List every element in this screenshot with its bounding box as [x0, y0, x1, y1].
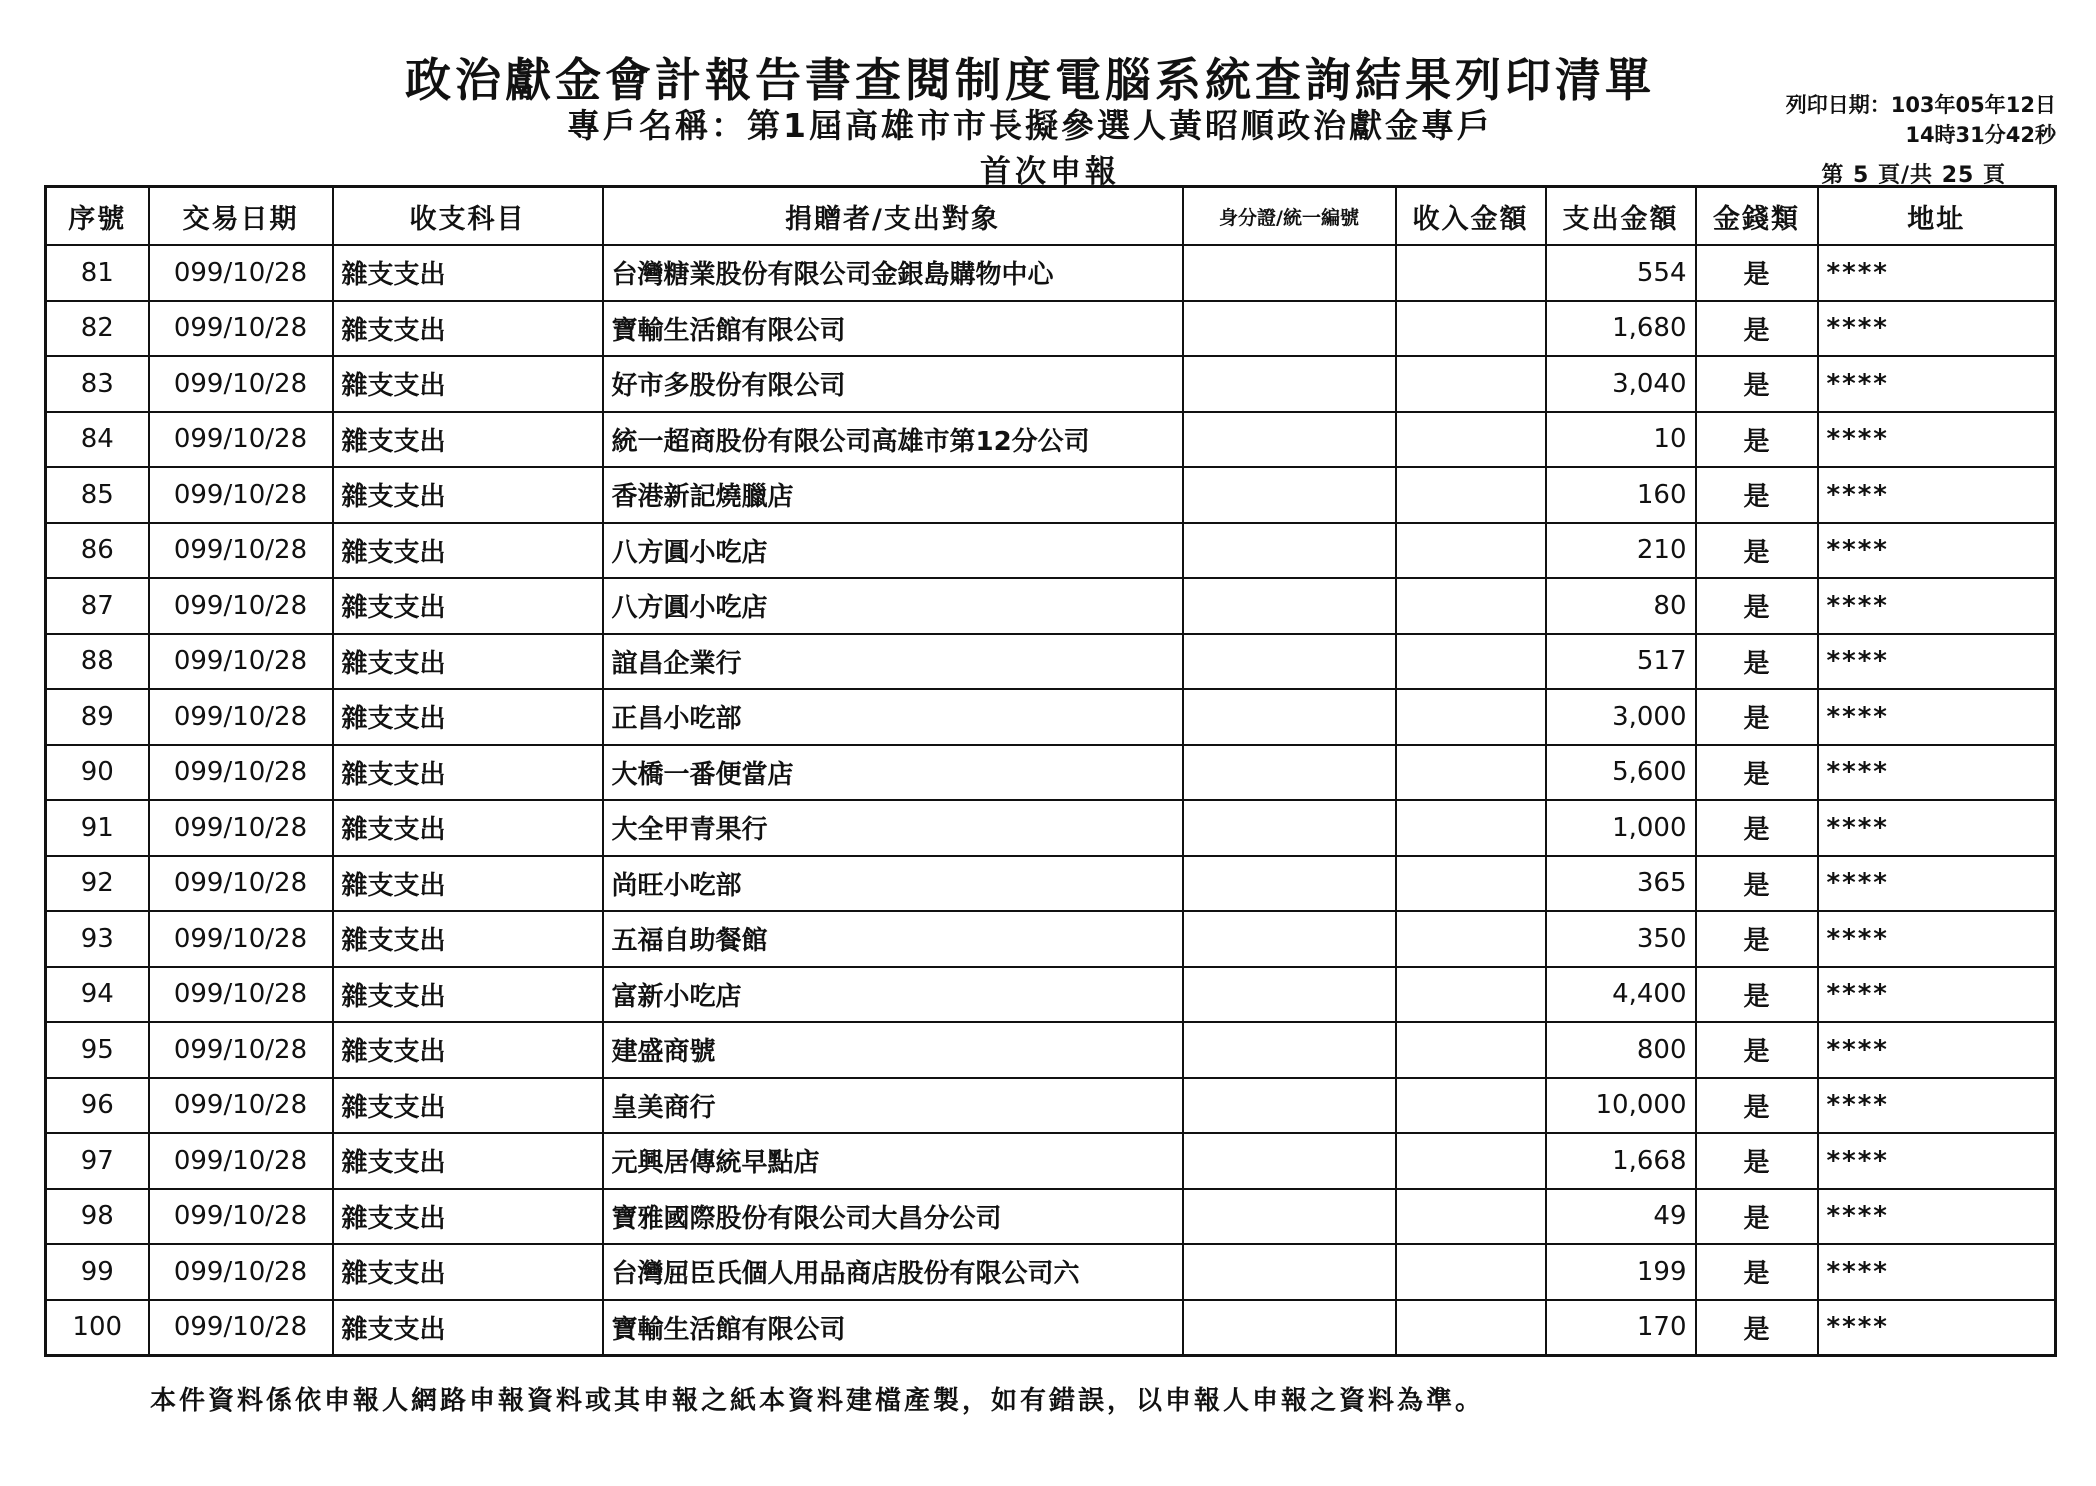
- cell-cash: 是: [1696, 578, 1818, 634]
- cell-seq: 91: [46, 800, 149, 856]
- document-title: 政治獻金會計報告書查閱制度電腦系統查詢結果列印清單: [405, 53, 1655, 107]
- cell-payee: 富新小吃店: [603, 967, 1183, 1023]
- cell-cash: 是: [1696, 523, 1818, 579]
- cell-subject: 雜支支出: [333, 1078, 603, 1134]
- cell-payee: 統一超商股份有限公司高雄市第12分公司: [603, 412, 1183, 468]
- cell-income: [1396, 634, 1546, 690]
- cell-cash: 是: [1696, 856, 1818, 912]
- cell-cash: 是: [1696, 1244, 1818, 1300]
- cell-subject: 雜支支出: [333, 745, 603, 801]
- cell-income: [1396, 967, 1546, 1023]
- print-date: 列印日期：103年05年12日: [1785, 93, 2056, 117]
- cell-seq: 99: [46, 1244, 149, 1300]
- cell-date: 099/10/28: [149, 467, 333, 523]
- cell-date: 099/10/28: [149, 1300, 333, 1356]
- cell-cash: 是: [1696, 1133, 1818, 1189]
- cell-address: ****: [1818, 1189, 2056, 1245]
- cell-cash: 是: [1696, 301, 1818, 357]
- cell-expense: 350: [1546, 911, 1696, 967]
- cell-cash: 是: [1696, 967, 1818, 1023]
- cell-date: 099/10/28: [149, 800, 333, 856]
- cell-payee: 元興居傳統早點店: [603, 1133, 1183, 1189]
- cell-date: 099/10/28: [149, 356, 333, 412]
- cell-address: ****: [1818, 967, 2056, 1023]
- cell-cash: 是: [1696, 800, 1818, 856]
- col-header-payee: 捐贈者/支出對象: [603, 187, 1183, 246]
- cell-id: [1183, 301, 1396, 357]
- cell-expense: 49: [1546, 1189, 1696, 1245]
- cell-seq: 97: [46, 1133, 149, 1189]
- cell-expense: 3,040: [1546, 356, 1696, 412]
- cell-subject: 雜支支出: [333, 1133, 603, 1189]
- cell-address: ****: [1818, 1133, 2056, 1189]
- cell-expense: 10,000: [1546, 1078, 1696, 1134]
- cell-address: ****: [1818, 412, 2056, 468]
- cell-payee: 台灣屈臣氏個人用品商店股份有限公司六: [603, 1244, 1183, 1300]
- table-row: [46, 800, 2056, 856]
- cell-payee: 八方圓小吃店: [603, 578, 1183, 634]
- cell-date: 099/10/28: [149, 745, 333, 801]
- cell-seq: 86: [46, 523, 149, 579]
- cell-expense: 5,600: [1546, 745, 1696, 801]
- cell-subject: 雜支支出: [333, 301, 603, 357]
- cell-income: [1396, 1300, 1546, 1356]
- cell-expense: 170: [1546, 1300, 1696, 1356]
- table-row: [46, 689, 2056, 745]
- cell-payee: 五福自助餐館: [603, 911, 1183, 967]
- cell-income: [1396, 301, 1546, 357]
- cell-address: ****: [1818, 745, 2056, 801]
- cell-payee: 好市多股份有限公司: [603, 356, 1183, 412]
- cell-date: 099/10/28: [149, 578, 333, 634]
- cell-cash: 是: [1696, 634, 1818, 690]
- cell-seq: 89: [46, 689, 149, 745]
- cell-income: [1396, 523, 1546, 579]
- cell-cash: 是: [1696, 745, 1818, 801]
- cell-id: [1183, 967, 1396, 1023]
- cell-income: [1396, 689, 1546, 745]
- cell-cash: 是: [1696, 1189, 1818, 1245]
- col-header-expense: 支出金額: [1546, 187, 1696, 246]
- cell-id: [1183, 1022, 1396, 1078]
- cell-address: ****: [1818, 301, 2056, 357]
- cell-income: [1396, 1244, 1546, 1300]
- cell-expense: 199: [1546, 1244, 1696, 1300]
- cell-cash: 是: [1696, 689, 1818, 745]
- table-row: [46, 356, 2056, 412]
- table-row: [46, 967, 2056, 1023]
- cell-date: 099/10/28: [149, 1189, 333, 1245]
- cell-date: 099/10/28: [149, 911, 333, 967]
- col-header-income: 收入金額: [1396, 187, 1546, 246]
- cell-id: [1183, 911, 1396, 967]
- col-header-id: 身分證/統一編號: [1183, 187, 1396, 246]
- cell-subject: 雜支支出: [333, 1300, 603, 1356]
- table-row: [46, 1300, 2056, 1356]
- table-row: [46, 523, 2056, 579]
- page-indicator: 第 5 頁/共 25 頁: [1821, 163, 2006, 188]
- cell-date: 099/10/28: [149, 301, 333, 357]
- table-row: [46, 1078, 2056, 1134]
- cell-id: [1183, 412, 1396, 468]
- cell-payee: 正昌小吃部: [603, 689, 1183, 745]
- cell-address: ****: [1818, 800, 2056, 856]
- cell-income: [1396, 356, 1546, 412]
- cell-cash: 是: [1696, 1022, 1818, 1078]
- cell-date: 099/10/28: [149, 1022, 333, 1078]
- cell-expense: 517: [1546, 634, 1696, 690]
- cell-payee: 尚旺小吃部: [603, 856, 1183, 912]
- table-row: [46, 467, 2056, 523]
- print-time: 14時31分42秒: [1905, 123, 2056, 147]
- cell-subject: 雜支支出: [333, 1189, 603, 1245]
- cell-expense: 1,000: [1546, 800, 1696, 856]
- cell-seq: 87: [46, 578, 149, 634]
- cell-id: [1183, 523, 1396, 579]
- cell-payee: 寶輸生活館有限公司: [603, 301, 1183, 357]
- cell-income: [1396, 1133, 1546, 1189]
- cell-seq: 85: [46, 467, 149, 523]
- cell-income: [1396, 578, 1546, 634]
- cell-seq: 83: [46, 356, 149, 412]
- cell-income: [1396, 1078, 1546, 1134]
- cell-expense: 554: [1546, 245, 1696, 301]
- cell-seq: 82: [46, 301, 149, 357]
- cell-id: [1183, 1244, 1396, 1300]
- cell-address: ****: [1818, 1078, 2056, 1134]
- cell-income: [1396, 856, 1546, 912]
- cell-date: 099/10/28: [149, 1244, 333, 1300]
- cell-subject: 雜支支出: [333, 689, 603, 745]
- cell-date: 099/10/28: [149, 245, 333, 301]
- cell-expense: 365: [1546, 856, 1696, 912]
- cell-payee: 大全甲青果行: [603, 800, 1183, 856]
- cell-seq: 92: [46, 856, 149, 912]
- table-row: [46, 745, 2056, 801]
- cell-id: [1183, 1189, 1396, 1245]
- table-row: [46, 856, 2056, 912]
- cell-id: [1183, 1133, 1396, 1189]
- table-row: [46, 1022, 2056, 1078]
- cell-subject: 雜支支出: [333, 634, 603, 690]
- cell-id: [1183, 745, 1396, 801]
- cell-seq: 94: [46, 967, 149, 1023]
- col-header-cash: 金錢類: [1696, 187, 1818, 246]
- cell-seq: 96: [46, 1078, 149, 1134]
- cell-date: 099/10/28: [149, 523, 333, 579]
- cell-address: ****: [1818, 245, 2056, 301]
- cell-subject: 雜支支出: [333, 245, 603, 301]
- cell-expense: 4,400: [1546, 967, 1696, 1023]
- cell-payee: 大橋一番便當店: [603, 745, 1183, 801]
- account-name: 專戶名稱：第1屆高雄市市長擬參選人黃昭順政治獻金專戶: [567, 106, 1493, 145]
- cell-address: ****: [1818, 689, 2056, 745]
- cell-subject: 雜支支出: [333, 911, 603, 967]
- cell-subject: 雜支支出: [333, 1022, 603, 1078]
- cell-income: [1396, 412, 1546, 468]
- cell-expense: 160: [1546, 467, 1696, 523]
- cell-income: [1396, 245, 1546, 301]
- table-row: [46, 245, 2056, 301]
- cell-id: [1183, 578, 1396, 634]
- cell-address: ****: [1818, 911, 2056, 967]
- cell-expense: 210: [1546, 523, 1696, 579]
- cell-date: 099/10/28: [149, 634, 333, 690]
- col-header-seq: 序號: [46, 187, 149, 246]
- cell-subject: 雜支支出: [333, 800, 603, 856]
- cell-address: ****: [1818, 1244, 2056, 1300]
- table-row: [46, 412, 2056, 468]
- cell-subject: 雜支支出: [333, 467, 603, 523]
- report-type: 首次申報: [980, 154, 1120, 190]
- cell-payee: 八方圓小吃店: [603, 523, 1183, 579]
- cell-seq: 88: [46, 634, 149, 690]
- cell-expense: 10: [1546, 412, 1696, 468]
- cell-seq: 81: [46, 245, 149, 301]
- table-row: [46, 578, 2056, 634]
- cell-payee: 建盛商號: [603, 1022, 1183, 1078]
- cell-income: [1396, 745, 1546, 801]
- cell-income: [1396, 1189, 1546, 1245]
- cell-expense: 80: [1546, 578, 1696, 634]
- cell-id: [1183, 1078, 1396, 1134]
- cell-payee: 皇美商行: [603, 1078, 1183, 1134]
- ledger-table: [44, 185, 2057, 1357]
- ledger-body: [46, 245, 2056, 1356]
- cell-subject: 雜支支出: [333, 523, 603, 579]
- cell-date: 099/10/28: [149, 1078, 333, 1134]
- cell-income: [1396, 467, 1546, 523]
- col-header-date: 交易日期: [149, 187, 333, 246]
- cell-cash: 是: [1696, 911, 1818, 967]
- cell-seq: 100: [46, 1300, 149, 1356]
- cell-subject: 雜支支出: [333, 1244, 603, 1300]
- cell-payee: 台灣糖業股份有限公司金銀島購物中心: [603, 245, 1183, 301]
- cell-cash: 是: [1696, 1078, 1818, 1134]
- cell-seq: 90: [46, 745, 149, 801]
- cell-cash: 是: [1696, 412, 1818, 468]
- cell-id: [1183, 245, 1396, 301]
- cell-cash: 是: [1696, 1300, 1818, 1356]
- cell-address: ****: [1818, 1300, 2056, 1356]
- cell-id: [1183, 467, 1396, 523]
- cell-date: 099/10/28: [149, 689, 333, 745]
- cell-subject: 雜支支出: [333, 412, 603, 468]
- table-row: [46, 1189, 2056, 1245]
- cell-payee: 誼昌企業行: [603, 634, 1183, 690]
- cell-payee: 香港新記燒臘店: [603, 467, 1183, 523]
- col-header-subject: 收支科目: [333, 187, 603, 246]
- cell-subject: 雜支支出: [333, 856, 603, 912]
- cell-id: [1183, 856, 1396, 912]
- cell-id: [1183, 689, 1396, 745]
- cell-seq: 84: [46, 412, 149, 468]
- table-row: [46, 1244, 2056, 1300]
- cell-date: 099/10/28: [149, 856, 333, 912]
- cell-id: [1183, 634, 1396, 690]
- cell-subject: 雜支支出: [333, 578, 603, 634]
- cell-address: ****: [1818, 467, 2056, 523]
- cell-address: ****: [1818, 523, 2056, 579]
- cell-income: [1396, 800, 1546, 856]
- cell-expense: 800: [1546, 1022, 1696, 1078]
- table-header-row: [46, 187, 2056, 246]
- table-row: [46, 634, 2056, 690]
- cell-address: ****: [1818, 578, 2056, 634]
- col-header-address: 地址: [1818, 187, 2056, 246]
- footer-note: 本件資料係依申報人網路申報資料或其申報之紙本資料建檔產製，如有錯誤，以申報人申報之資料為準。: [150, 1386, 1485, 1416]
- cell-id: [1183, 1300, 1396, 1356]
- cell-seq: 95: [46, 1022, 149, 1078]
- cell-address: ****: [1818, 356, 2056, 412]
- cell-cash: 是: [1696, 245, 1818, 301]
- table-row: [46, 301, 2056, 357]
- cell-date: 099/10/28: [149, 967, 333, 1023]
- table-row: [46, 911, 2056, 967]
- table-row: [46, 1133, 2056, 1189]
- cell-income: [1396, 1022, 1546, 1078]
- cell-id: [1183, 356, 1396, 412]
- cell-id: [1183, 800, 1396, 856]
- cell-address: ****: [1818, 634, 2056, 690]
- cell-date: 099/10/28: [149, 412, 333, 468]
- cell-expense: 1,668: [1546, 1133, 1696, 1189]
- cell-payee: 寶雅國際股份有限公司大昌分公司: [603, 1189, 1183, 1245]
- cell-seq: 98: [46, 1189, 149, 1245]
- cell-date: 099/10/28: [149, 1133, 333, 1189]
- cell-subject: 雜支支出: [333, 356, 603, 412]
- cell-subject: 雜支支出: [333, 967, 603, 1023]
- cell-cash: 是: [1696, 356, 1818, 412]
- cell-income: [1396, 911, 1546, 967]
- cell-cash: 是: [1696, 467, 1818, 523]
- cell-payee: 寶輸生活館有限公司: [603, 1300, 1183, 1356]
- cell-address: ****: [1818, 856, 2056, 912]
- cell-expense: 1,680: [1546, 301, 1696, 357]
- cell-expense: 3,000: [1546, 689, 1696, 745]
- print-info: [1786, 90, 2056, 150]
- cell-seq: 93: [46, 911, 149, 967]
- cell-address: ****: [1818, 1022, 2056, 1078]
